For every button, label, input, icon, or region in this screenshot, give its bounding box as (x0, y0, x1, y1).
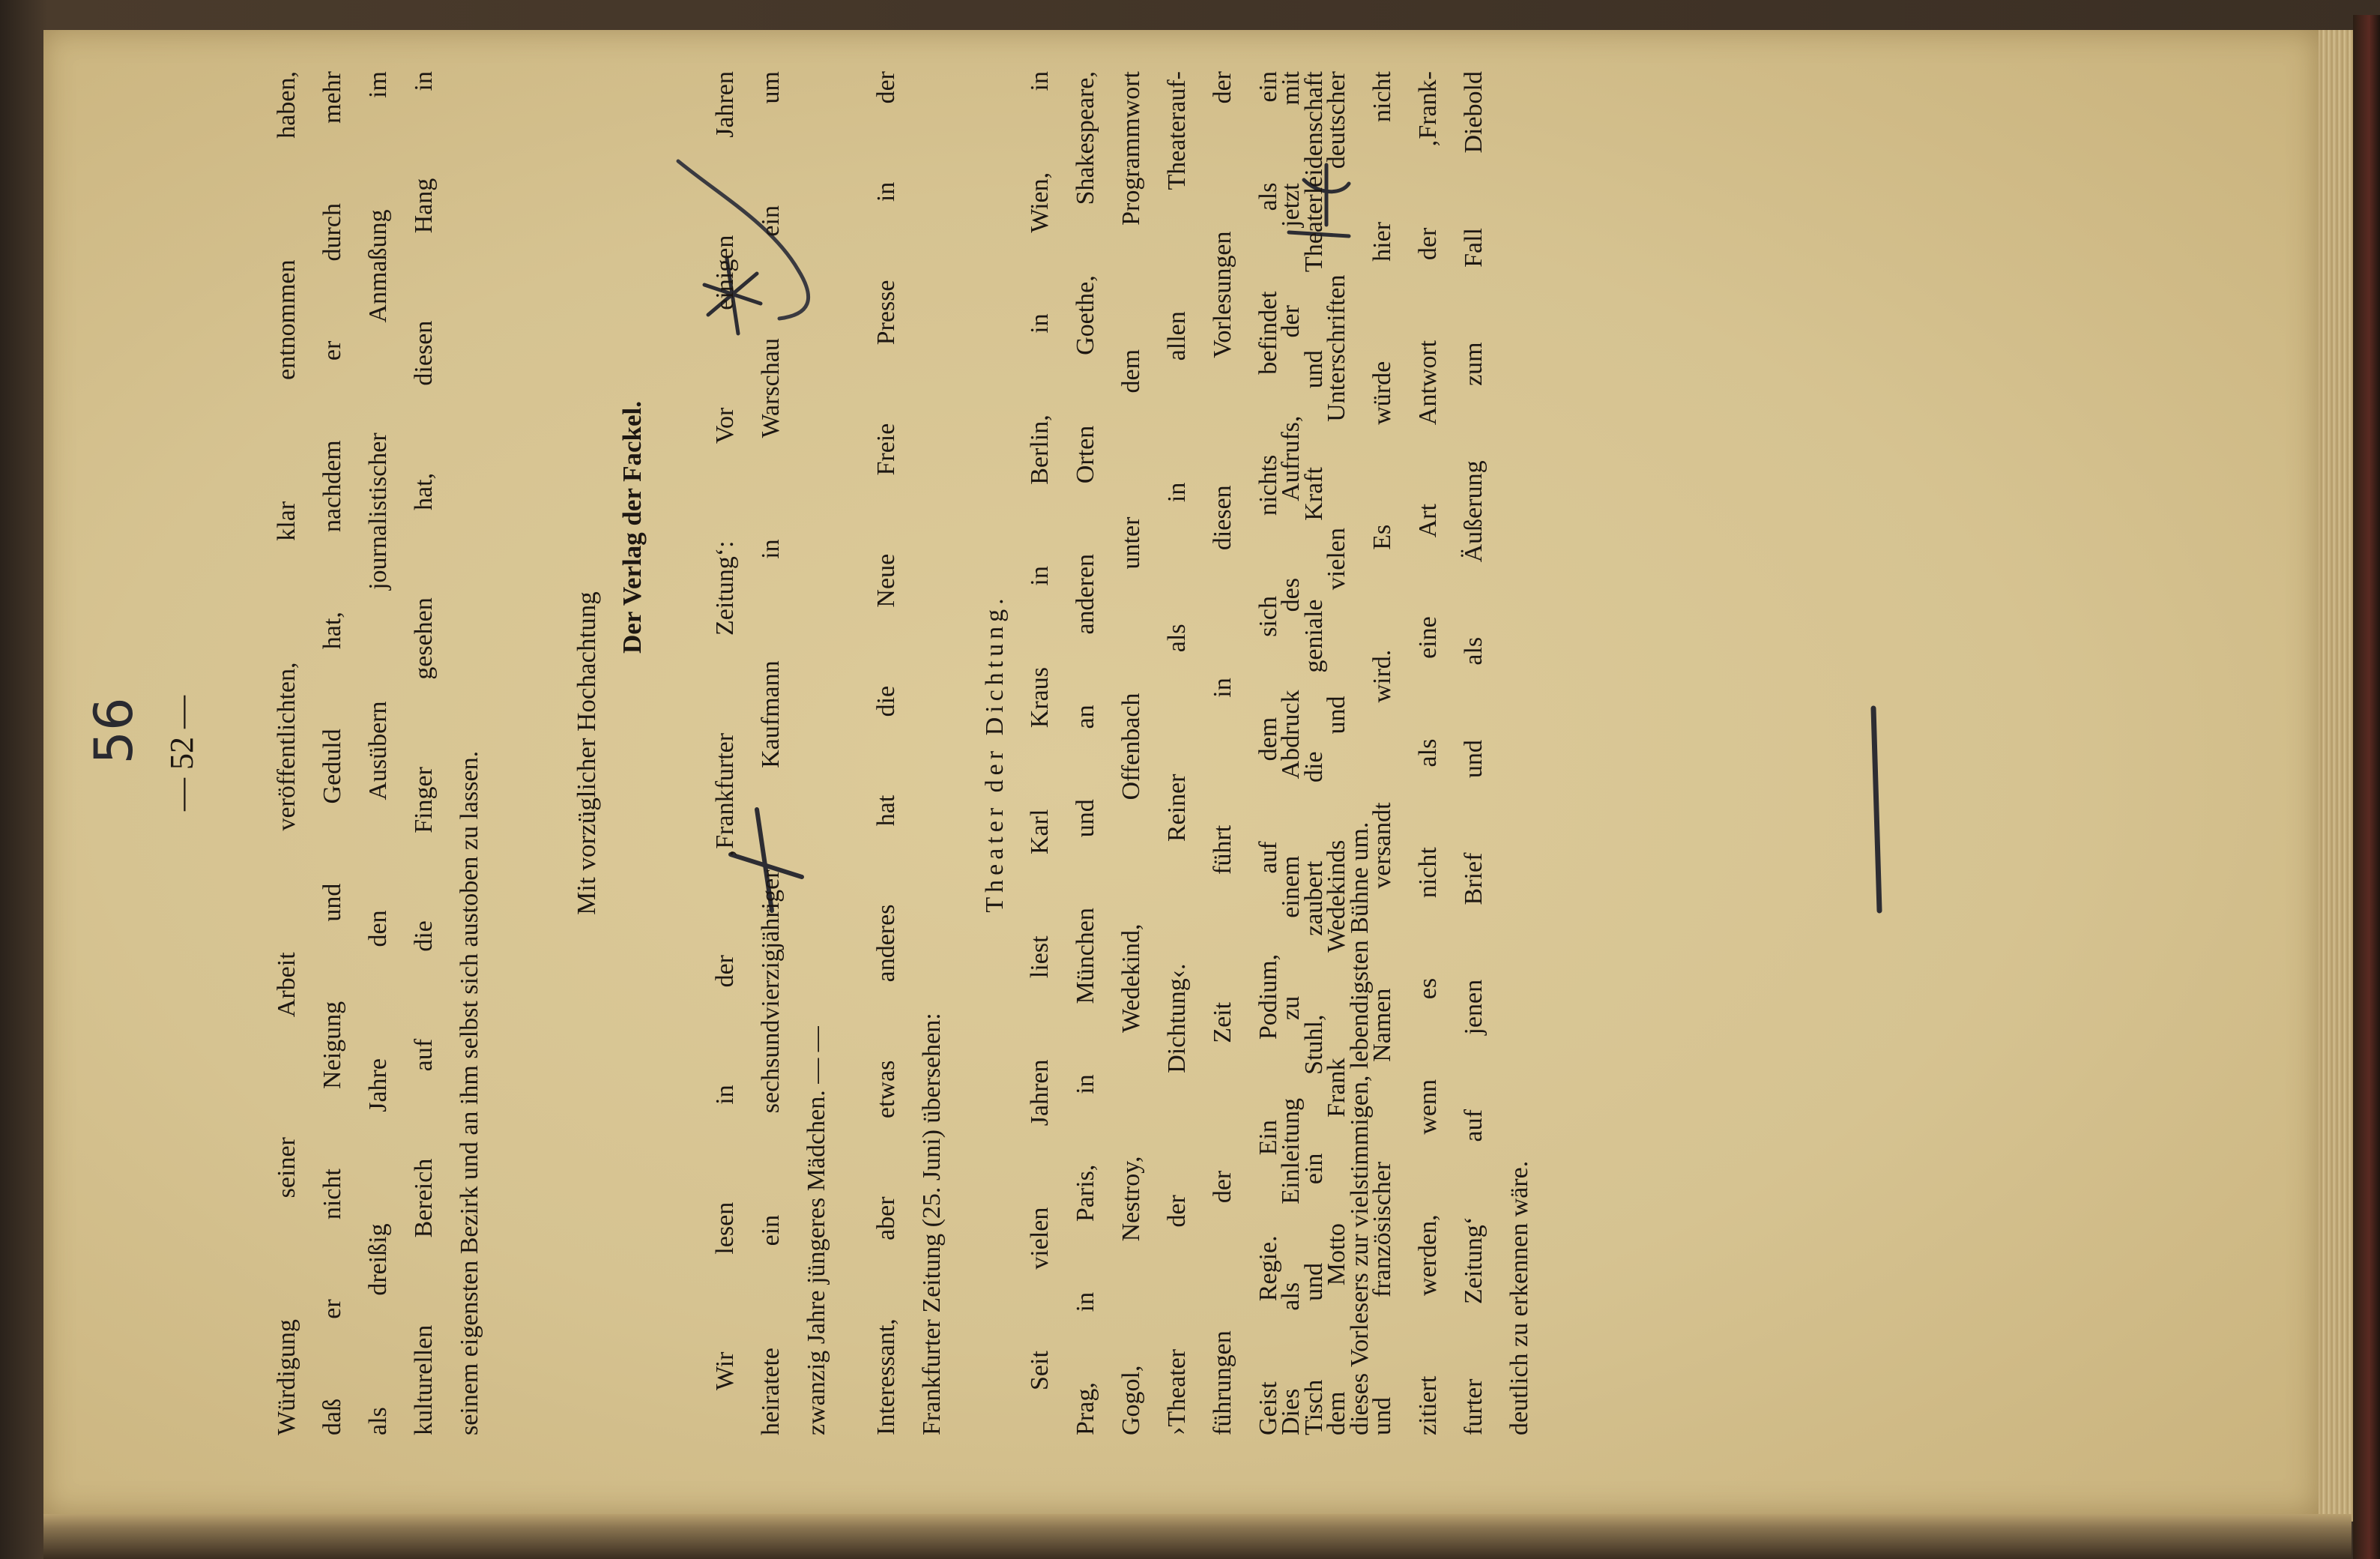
text-line: Geist Regie. Ein Podium, auf dem sich nichts befindet als ein (1254, 71, 1282, 1435)
signature: Der Verlag der Fackel. (617, 401, 647, 654)
text-line: Dies als Einleitung zu einem Abdruck des Aufrufs, der jetzt mit (1277, 71, 1305, 1435)
handwritten-page-correction: 56 (83, 697, 145, 765)
text-line: Seit vielen Jahren liest Karl Kraus in Berlin, in Wien, in (1026, 71, 1054, 1390)
text-line: heiratete ein sechsundvierzigjähriger Kaufmann in Warschau ein um (757, 71, 785, 1435)
pencil-vertical-line (1873, 708, 1879, 911)
text-line: Gogol, Nestroy, Wedekind, Offenbach unter dem Programmwort (1117, 71, 1145, 1435)
salutation: Mit vorzüglicher Hochachtung (572, 591, 601, 915)
text-line: Frankfurter Zeitung (25. Juni) übersehen: (918, 1013, 946, 1435)
paragraph-neue-freie-presse (863, 71, 955, 1435)
text-line: seinem eigensten Bezirk und an ihm selbst sich austoben zu lassen. (456, 750, 483, 1435)
text-line: dieses Vorlesers zur vielstimmigen, lebendigsten Bühne um. (1346, 821, 1374, 1435)
text-line: furter Zeitung‘ auf jenen Brief und als Äußerung zum Fall Diebold (1460, 71, 1488, 1435)
text-line: Tisch und ein Stuhl, zaubert die geniale Kraft und Theaterleidenschaft (1300, 71, 1328, 1435)
text-line: als dreißig Jahre den Ausübern journalistischer Anmaßung im (364, 71, 392, 1435)
text-line: Interessant, aber etwas anderes hat die Neue Freie Presse in der (872, 71, 900, 1435)
text-line: zitiert werden, wenn es nicht als eine Art Antwort der ‚Frank- (1414, 71, 1442, 1435)
paragraph-letter-end (264, 71, 492, 1435)
text-line: Wir lesen in der ‚Frankfurter Zeitung‘: Vor einigen Jahren (711, 71, 739, 1390)
paragraph-frankfurter-zeitung (702, 71, 839, 1435)
text-line: daß er nicht Neigung und Geduld hat, nachdem er durch mehr (318, 71, 346, 1435)
text-line: führungen der Zeit führt in diesen Vorlesungen der (1209, 71, 1236, 1435)
text-line: kulturellen Bereich auf die Finger gesehen hat, diesen Hang in (410, 71, 438, 1435)
rotated-text-block (83, 71, 1658, 1435)
page-number: — 52 — (163, 696, 200, 811)
text-line: Würdigung seiner Arbeit veröffentlichten, klar entnommen haben, (273, 71, 300, 1435)
section-heading: Theater der Dichtung. (981, 594, 1009, 913)
text-line: und französischer Namen versandt wird. Es würde hier nicht (1368, 71, 1396, 1435)
text-line: Prag, in Paris, in München und an anderen Orten Goethe, Shakespeare, (1072, 71, 1099, 1435)
text-line: dem Motto Frank Wedekinds und vielen Unterschriften deutscher (1323, 71, 1350, 1435)
text-line: ›Theater der Dichtung‹. Reiner als in allen Theaterauf- (1163, 71, 1191, 1435)
text-line: deutlich zu erkennen wäre. (1505, 1160, 1533, 1435)
text-line: zwanzig Jahre jüngeres Mädchen. — — (803, 1026, 830, 1435)
letter-closing (564, 71, 655, 1435)
paragraph-einleitung (1268, 71, 1542, 1435)
